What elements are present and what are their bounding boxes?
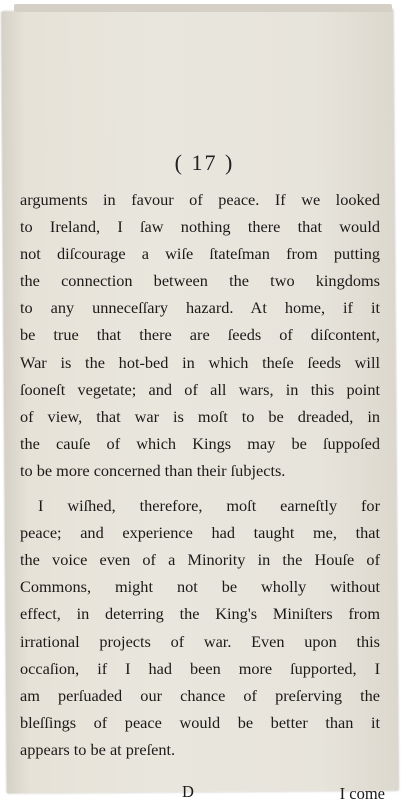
page-number-header: ( 17 ) [174,150,235,175]
text-line: ſooneſt vegetate; and of all wars, in this point [20,379,380,399]
text-line: Commons, might not be wholly without [20,577,380,597]
text-line: the cauſe of which Kings may be ſuppoſed [20,433,380,453]
signature-mark: D [182,782,194,801]
text-line: irrational projects of war. Even upon this [20,631,380,651]
catchword: I come [339,784,385,803]
body-text [20,186,380,763]
text-line: bleſſings of peace would be better than it [20,712,380,732]
page-edge [14,4,392,12]
text-line: to Ireland, I ſaw nothing there that would [20,217,380,237]
paragraph-gap [20,484,380,492]
text-line: am perſuaded our chance of preſerving the [20,685,380,705]
text-line: I wiſhed, therefore, moſt earneſtly for [38,496,380,516]
text-line: of view, that war is moſt to be dreaded, in [20,406,380,426]
text-line: appears to be at preſent. [20,739,176,759]
text-line: peace; and experience had taught me, that [20,523,380,543]
text-line: to be more concerned than their ſubjects. [20,460,286,480]
text-line: the voice even of a Minority in the Houſe of [20,550,380,570]
text-line: to any unneceſſary hazard. At home, if it [20,298,380,318]
text-line: the connection between the two kingdoms [20,271,380,291]
text-line: occaſion, if I had been more ſupported, I [20,658,380,678]
text-line: not diſcourage a wiſe ſtateſman from putting [20,244,380,264]
text-line: War is the hot-bed in which theſe ſeeds will [20,352,380,372]
text-line: effect, in deterring the King's Miniſters from [20,604,380,624]
text-line: arguments in favour of peace. If we looked [20,190,380,209]
text-line: be true that there are ſeeds of diſcontent, [20,325,380,345]
